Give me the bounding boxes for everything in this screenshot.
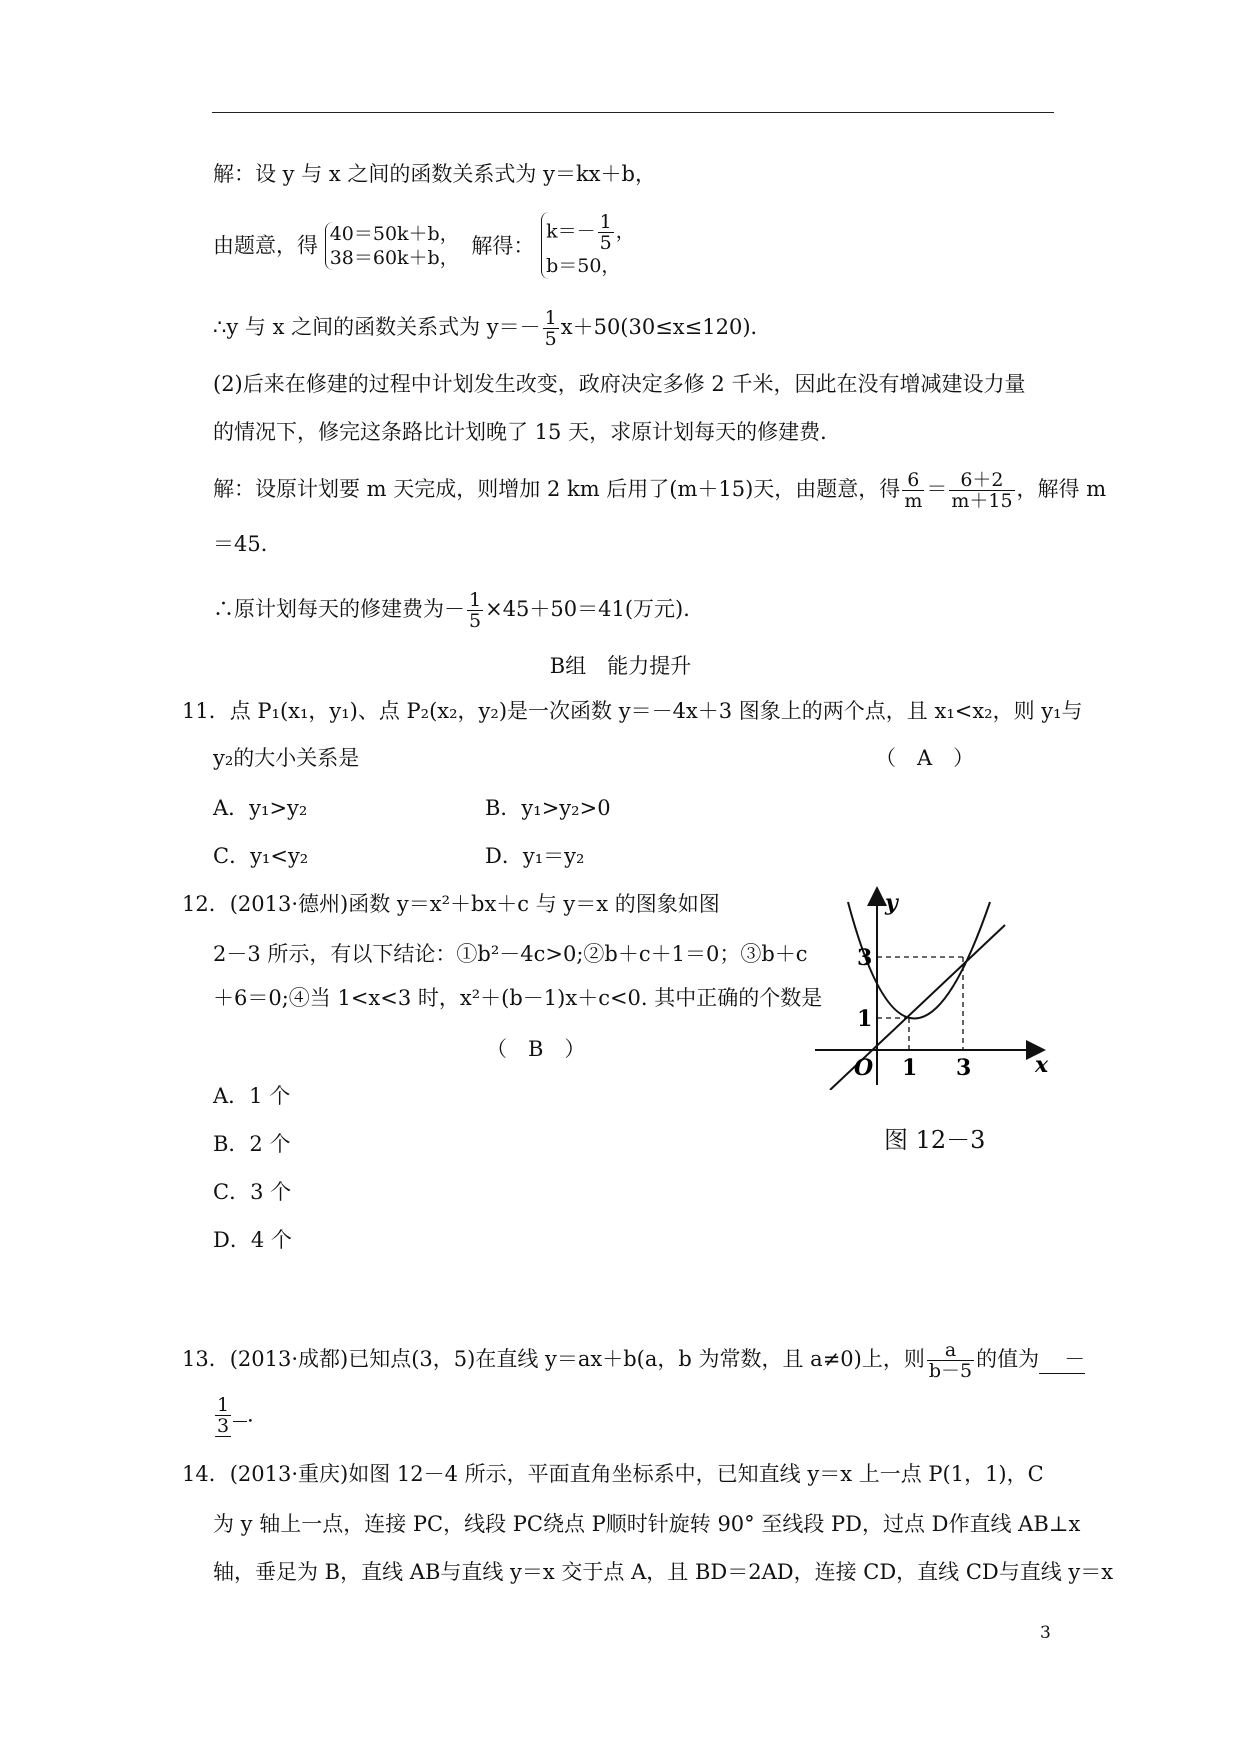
- solution-system-line: [213, 212, 635, 279]
- fraction-numerator: a: [927, 1340, 974, 1361]
- solve-label: 解得：: [471, 233, 535, 258]
- solution-line-1: 解：设 y 与 x 之间的函数关系式为 y＝kx＋b，: [213, 162, 656, 186]
- given-label: 由题意，得: [213, 233, 318, 258]
- x-axis-label: x: [1035, 1052, 1049, 1078]
- function-statement: ∴y 与 x 之间的函数关系式为 y＝－: [213, 315, 541, 339]
- q14-line-3: 轴，垂足为 B，直线 AB与直线 y＝x 交于点 A，且 BD＝2AD，连接 CD，直线 CD与直线 y＝x: [213, 1560, 1114, 1584]
- q13-answer-sign: －: [1039, 1345, 1085, 1374]
- equation-system-2: [541, 212, 635, 279]
- q14-line-2: 为 y 轴上一点，连接 PC，线段 PC绕点 P顺时针旋转 90° 至线段 PD，过点 D作直线 AB⊥x: [213, 1512, 1081, 1536]
- origin-label: O: [854, 1055, 874, 1081]
- conclusion-result: ×45＋50＝41(万元)．: [485, 597, 705, 621]
- q12-answer: （ B ）: [486, 1037, 586, 1061]
- fraction-numerator: 1: [469, 589, 482, 611]
- solution-line-3: [213, 308, 772, 349]
- tick-label-y1: 1: [857, 1006, 873, 1032]
- solution-k-suffix: ，: [615, 220, 635, 243]
- q14-line-1: 14．(2013·重庆)如图 12－4 所示，平面直角坐标系中，已知直线 y＝x 上一点 P(1，1)，C: [182, 1462, 1044, 1486]
- part2-solution-line: [213, 470, 1106, 511]
- solution-k-prefix: k＝－: [546, 220, 596, 243]
- equation-2: 38＝60k＋b，: [329, 246, 459, 269]
- q11-answer: （ A ）: [875, 746, 975, 770]
- fraction-denominator: 5: [544, 328, 557, 350]
- fraction-denominator: 5: [599, 232, 612, 254]
- part2-result: ＝45．: [213, 532, 282, 556]
- fraction-numerator: 6: [902, 470, 924, 491]
- part2-solution-text: 解：设原计划要 m 天完成，则增加 2 km 后用了(m＋15)天，由题意，得: [213, 477, 901, 501]
- y-axis-label: y: [885, 890, 898, 916]
- part2-line-1: (2)后来在修建的过程中计划发生改变，政府决定多修 2 千米，因此在没有增减建设力量: [213, 372, 1026, 396]
- tick-label-x3: 3: [956, 1055, 972, 1081]
- fraction-one-fifth: [543, 308, 559, 349]
- fraction-denominator: 5: [469, 610, 482, 632]
- fraction-numerator: 1: [217, 1394, 230, 1416]
- part2-line-2: 的情况下，修完这条路比计划晚了 15 天，求原计划每天的修建费．: [213, 420, 842, 444]
- q11-line-2: y₂的大小关系是: [213, 746, 360, 770]
- q11-option-b: B．y₁>y₂>0: [485, 796, 611, 820]
- fraction-numerator: 1: [599, 211, 612, 233]
- page-number: 3: [1040, 1623, 1051, 1643]
- part2-conclusion: [213, 590, 704, 631]
- q12-line-3: ＋6＝0;④当 1<x<3 时，x²＋(b－1)x＋c<0. 其中正确的个数是: [213, 986, 823, 1010]
- equation-1: 40＝50k＋b，: [329, 222, 459, 245]
- q12-option-d: D．4 个: [213, 1228, 292, 1252]
- q13-text-tail: 的值为: [976, 1347, 1040, 1371]
- fraction-6-over-m: [902, 470, 924, 511]
- solution-b: b＝50，: [546, 255, 621, 277]
- solution-k: [546, 212, 635, 253]
- equation-system-1: [325, 222, 459, 270]
- q13-line-1: [182, 1340, 1085, 1381]
- header-rule: [212, 112, 1054, 113]
- q11-line-1: 11．点 P₁(x₁，y₁)、点 P₂(x₂，y₂)是一次函数 y＝－4x＋3 图象上的两个点，且 x₁<x₂，则 y₁与: [182, 699, 1083, 723]
- q11-option-d: D．y₁＝y₂: [485, 844, 585, 868]
- fraction-denominator: b－5: [928, 1360, 973, 1382]
- q13-answer-blank: [233, 1421, 247, 1422]
- fraction-numerator: 1: [544, 307, 557, 329]
- q13-text: 13．(2013·成都)已知点(3，5)在直线 y＝ax＋b(a，b 为常数，且 a≠0)上，则: [182, 1347, 925, 1371]
- q12-line-2: 2－3 所示，有以下结论：①b²－4c>0;②b＋c＋1＝0；③b＋c: [213, 942, 808, 966]
- q12-line-1: 12．(2013·德州)函数 y＝x²＋bx＋c 与 y＝x 的图象如图: [182, 892, 720, 916]
- section-title: B组 能力提升: [549, 654, 692, 678]
- figure-caption: 图 12－3: [884, 1126, 986, 1154]
- fraction-one-fifth: [467, 590, 483, 631]
- q12-option-b: B．2 个: [213, 1132, 291, 1156]
- q13-answer-line: [213, 1395, 268, 1437]
- q13-end-mark: ．: [247, 1402, 269, 1427]
- part2-solution-tail: ，解得 m: [1016, 477, 1107, 501]
- equals-sign: ＝: [926, 477, 948, 501]
- tick-label-y3: 3: [857, 945, 873, 971]
- conclusion-text: ∴原计划每天的修建费为－: [213, 597, 465, 621]
- fraction-8-over-m15: [949, 470, 1014, 511]
- fraction-denominator: 3: [217, 1415, 230, 1437]
- q11-option-a: A．y₁>y₂: [213, 796, 308, 820]
- q12-option-c: C．3 个: [213, 1180, 292, 1204]
- fraction-a-over-b-minus-5: [927, 1340, 974, 1381]
- figure-12-3: [810, 880, 1060, 1090]
- tick-label-x1: 1: [902, 1055, 918, 1081]
- function-domain: x＋50(30≤x≤120)．: [560, 315, 772, 339]
- fraction-numerator: 6＋2: [949, 470, 1014, 491]
- fraction-denominator: m: [904, 490, 923, 512]
- q13-answer-fraction: [215, 1395, 231, 1437]
- q12-option-a: A．1 个: [213, 1084, 291, 1108]
- q11-option-c: C．y₁<y₂: [213, 844, 309, 868]
- fraction-one-fifth: [598, 212, 614, 253]
- fraction-denominator: m＋15: [951, 490, 1013, 512]
